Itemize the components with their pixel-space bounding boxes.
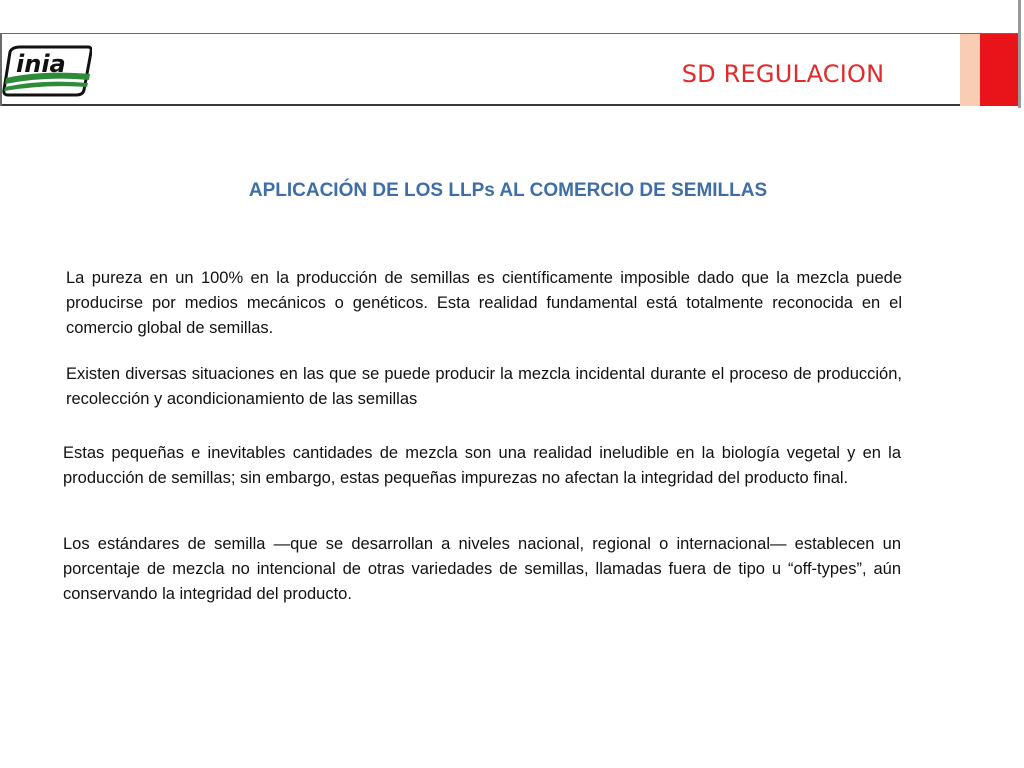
- paragraph-small-amounts: Estas pequeñas e inevitables cantidades de mezcla son una realidad ineludible en la biología vegetal y en la producción de semillas; sin embargo, estas pequeñas impurezas no afectan la integridad del producto final.: [63, 444, 901, 487]
- accent-block-red: [980, 34, 1018, 106]
- content-heading: APLICACIÓN DE LOS LLPs AL COMERCIO DE SEMILLAS: [248, 180, 768, 201]
- paragraph-situations: Existen diversas situaciones en las que se puede producir la mezcla incidental durante el proceso de producción, recolección y acondicionamiento de las semillas: [66, 365, 902, 408]
- slide-right-edge: [1018, 0, 1021, 108]
- inia-logo-wordmark: inia: [16, 50, 66, 78]
- inia-logo: [2, 44, 92, 98]
- paragraph-standards: Los estándares de semilla —que se desarrollan a niveles nacional, regional o internacional— establecen un porcentaje de mezcla no intencional de otras variedades de semillas, llamadas fuera de tipo u “off-types”, aún conservando la integridad del producto.: [63, 535, 901, 603]
- paragraph-purity: La pureza en un 100% en la producción de semillas es científicamente imposible dado que la mezcla puede producirse por medios mecánicos o genéticos. Esta realidad fundamental está totalmente reconocida en el comercio global de semillas.: [66, 269, 902, 337]
- top-strip: [0, 0, 1018, 34]
- slide-title: SD REGULACION: [681, 60, 885, 88]
- accent-block-light: [960, 34, 980, 106]
